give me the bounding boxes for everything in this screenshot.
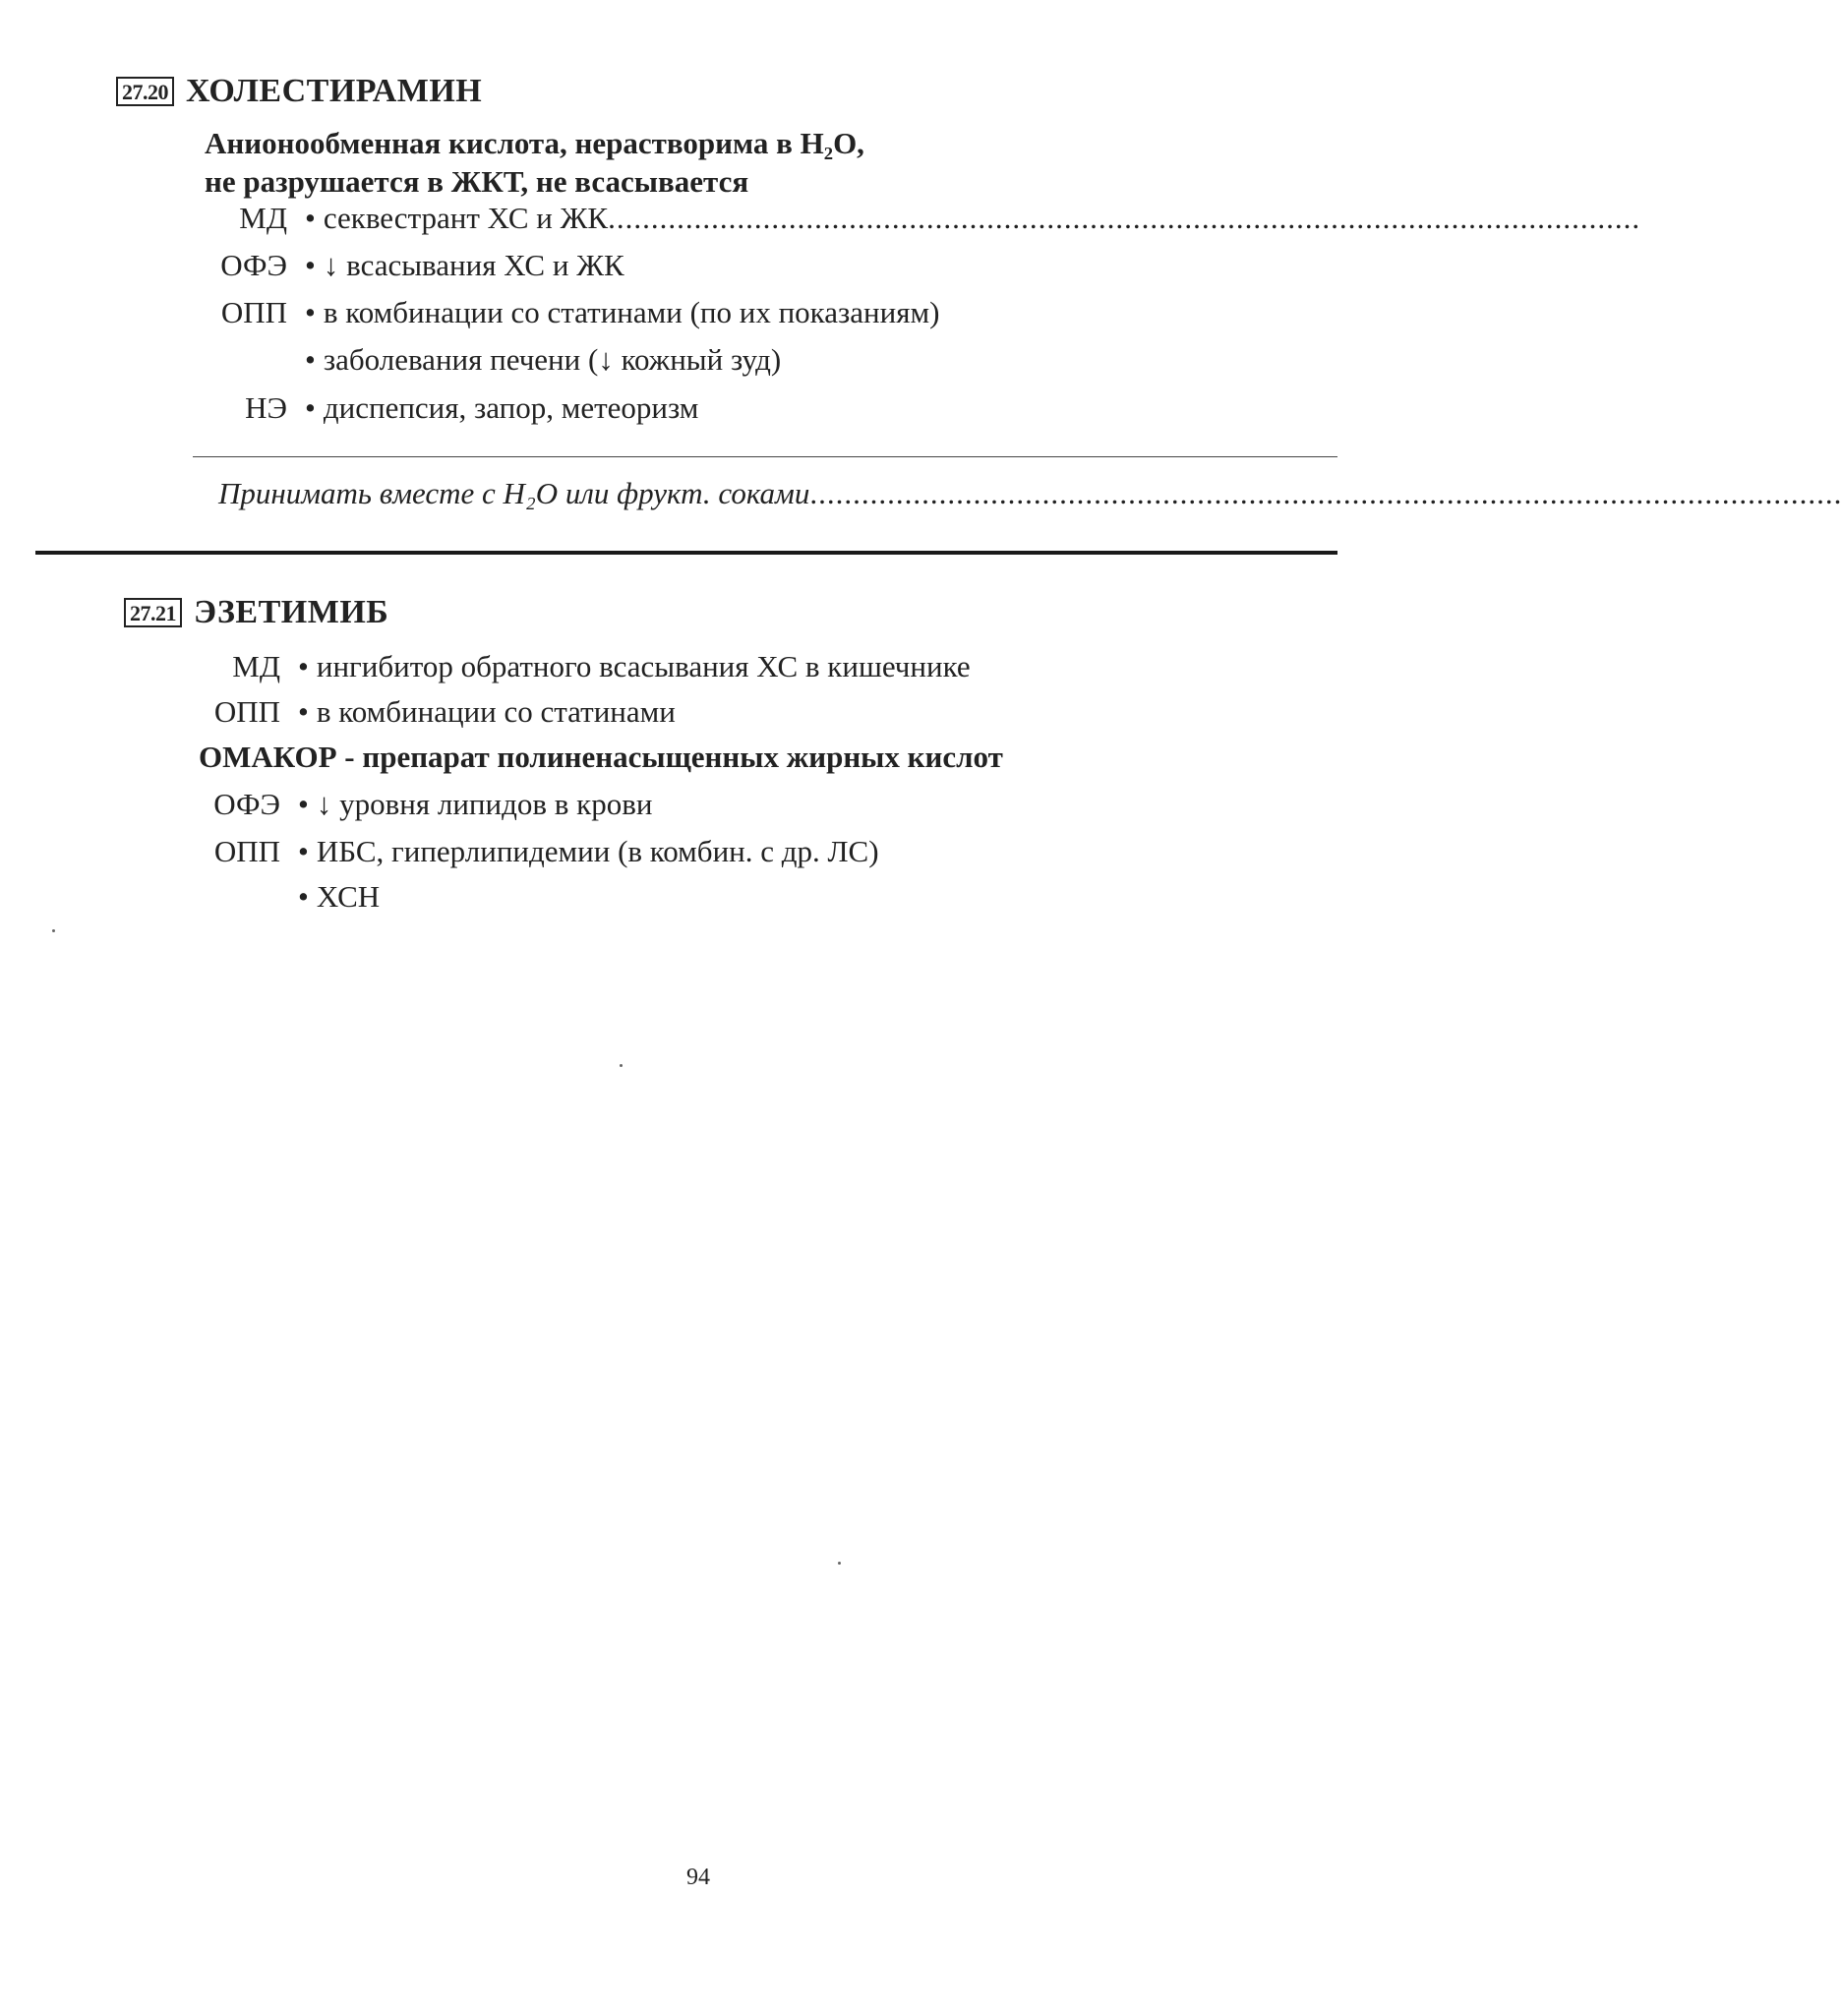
bullet: • [305,390,316,425]
subheading-text: - препарат полиненасыщенных жирных кислот [336,740,1003,774]
list-item [157,834,879,869]
dot-leader: ........................................................................................................................ [608,201,1641,235]
subheading [199,740,1003,775]
list-item [157,694,676,730]
row-text: в комбинации со статинами [316,694,676,729]
note-text: Принимать вместе с H₂O или фрукт. соками [218,476,810,510]
row-text: в комбинации со статинами (по их показаниям) [323,295,940,329]
row-abbr: НЭ [245,390,287,425]
bullet: • [298,787,309,821]
section-title: ЭЗЕТИМИБ [194,594,389,630]
list-item [167,295,939,330]
bullet: • [305,248,316,282]
row-text: ↓ уровня липидов в крови [316,787,653,821]
list-item [167,248,624,283]
row-abbr: ОПП [220,295,287,329]
list-item [157,787,652,822]
row-abbr: ОФЭ [220,248,287,282]
row-text: секвестрант ХС и ЖК [323,201,609,235]
divider [193,456,1337,457]
row-text: ИБС, гиперлипидемии (в комбин. с др. ЛС) [316,834,879,868]
section-heading [116,73,482,110]
list-item [167,390,698,426]
bullet: • [305,201,316,235]
usage-note [218,476,1842,511]
row-text: заболевания печени (↓ кожный зуд) [323,342,782,377]
page-number: 94 [686,1865,710,1890]
section-description-line: не разрушается в ЖКТ, не всасывается [205,164,749,199]
list-item [157,649,971,684]
section-description-line: Анионообменная кислота, нерастворима в H₂O, [205,126,864,160]
bullet: • [305,295,316,329]
scan-speck [620,1064,623,1067]
list-item [157,879,380,915]
row-text: диспепсия, запор, метеоризм [323,390,699,425]
section-number: 27.20 [116,77,174,106]
list-item [167,201,1641,236]
row-text: ХСН [316,879,381,914]
row-text: ↓ всасывания ХС и ЖК [323,248,624,282]
bullet: • [298,879,309,914]
section-heading [124,594,388,631]
row-abbr: МД [232,649,280,683]
row-abbr: ОПП [213,694,280,729]
scan-speck [838,1562,841,1565]
scan-speck [52,929,55,932]
row-abbr: ОПП [213,834,280,868]
dot-leader: ........................................................................................................................ [809,476,1842,510]
list-item [167,342,781,378]
row-abbr: ОФЭ [213,787,280,821]
row-abbr: МД [239,201,287,235]
bullet: • [298,649,309,683]
bullet: • [298,834,309,868]
section-separator [35,551,1337,555]
bullet: • [305,342,316,377]
section-title: ХОЛЕСТИРАМИН [186,73,483,109]
row-text: ингибитор обратного всасывания ХС в кишечнике [316,649,971,683]
section-number: 27.21 [124,598,182,627]
subheading-name: ОМАКОР [199,740,337,774]
bullet: • [298,694,309,729]
